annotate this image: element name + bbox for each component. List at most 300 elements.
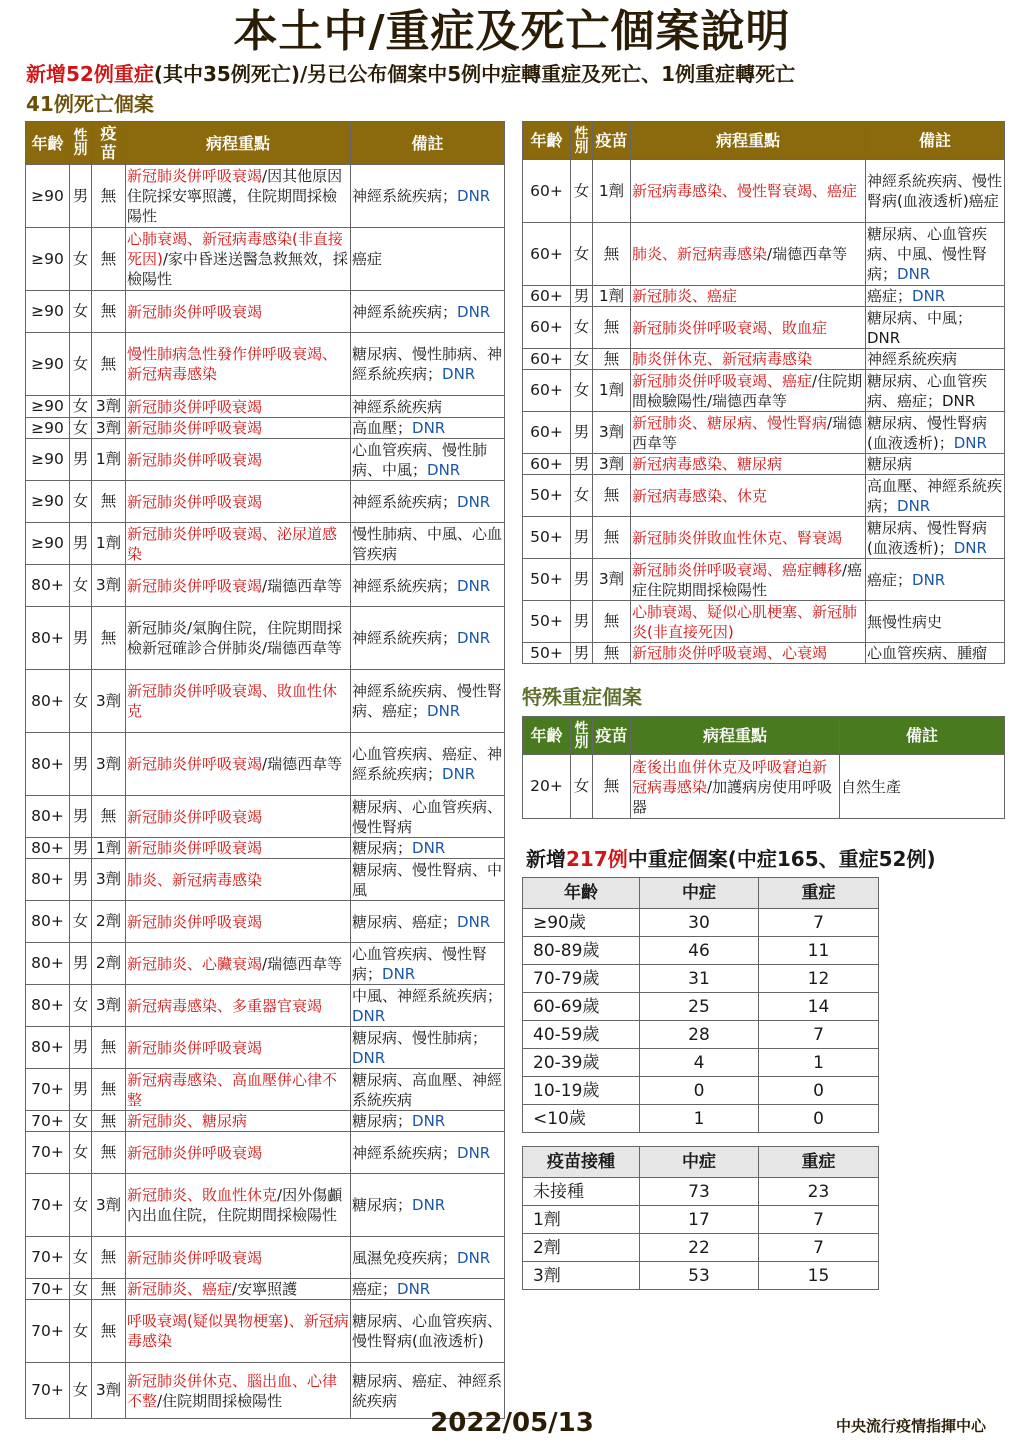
stat-row [523, 1206, 879, 1234]
case-vaccine: 3劑 [593, 412, 631, 454]
case-sex: 女 [70, 1237, 92, 1279]
case-vaccine: 3劑 [92, 396, 126, 418]
case-note [351, 943, 505, 985]
page-subtitle [26, 60, 1016, 88]
note-dnr: DNR [457, 1248, 491, 1267]
case-course [126, 418, 351, 439]
case-course [126, 859, 351, 901]
case-vaccine: 1劑 [593, 370, 631, 412]
case-course [126, 439, 351, 481]
case-row [26, 1132, 505, 1174]
case-sex: 男 [70, 439, 92, 481]
special-case-table [522, 716, 1005, 819]
case-sex: 女 [571, 223, 593, 286]
case-sex: 女 [571, 307, 593, 349]
case-age: 80+ [26, 670, 70, 733]
subtitle-highlight: 新增52例重症 [26, 62, 154, 86]
course-detail: 新冠肺炎/氣胸住院，住院期間採檢新冠確診合併肺炎/瑞德西韋等 [127, 619, 343, 657]
case-sex: 男 [70, 607, 92, 670]
case-age: 50+ [523, 601, 571, 643]
case-course [631, 412, 866, 454]
case-note [351, 607, 505, 670]
course-highlight: 新冠肺炎併呼吸衰竭、泌尿道感染 [127, 524, 338, 563]
case-age: 70+ [26, 1279, 70, 1300]
note-text: 糖尿病、中風；DNR [867, 308, 973, 347]
course-highlight: 新冠肺炎併呼吸衰竭 [127, 1038, 263, 1057]
note-text: 風濕免疫疾病； [352, 1248, 458, 1267]
note-dnr: DNR [897, 265, 931, 283]
case-course [631, 349, 866, 370]
case-age: 80+ [26, 943, 70, 985]
stat-row [523, 909, 879, 937]
case-note [351, 418, 505, 439]
case-row [26, 943, 505, 985]
course-highlight: 新冠肺炎併休克、腦出血、心律不整 [127, 1371, 338, 1410]
note-dnr: DNR [352, 1006, 386, 1025]
stat-row [523, 937, 879, 965]
case-course [631, 559, 866, 601]
note-text: 癌症； [352, 1280, 398, 1298]
case-course [126, 1132, 351, 1174]
case-vaccine: 無 [92, 1027, 126, 1069]
subtitle-rest: (其中35例死亡)/另已公布個案中5例中症轉重症及死亡、1例重症轉死亡 [153, 62, 796, 86]
note-dnr: DNR [397, 1280, 431, 1298]
course-highlight: 新冠肺炎併呼吸衰竭 [127, 912, 263, 931]
note-dnr: DNR [427, 702, 461, 720]
course-detail: /瑞德西韋等 [262, 755, 343, 773]
note-dnr: DNR [457, 492, 491, 511]
case-row [26, 1279, 505, 1300]
case-row [26, 796, 505, 838]
header-age: 年齡 [523, 717, 571, 755]
note-text: 神經系統疾病 [352, 397, 443, 416]
course-highlight: 新冠病毒感染、多重器官衰竭 [127, 996, 323, 1015]
note-dnr: DNR [457, 912, 491, 931]
case-vaccine: 無 [92, 228, 126, 291]
case-sex: 男 [70, 1027, 92, 1069]
case-row [26, 481, 505, 523]
case-vaccine: 2劑 [92, 901, 126, 943]
note-text: 糖尿病、高血壓、神經系統疾病 [352, 1070, 503, 1109]
case-age: 60+ [523, 370, 571, 412]
case-vaccine: 3劑 [593, 559, 631, 601]
note-dnr: DNR [953, 433, 987, 452]
case-vaccine: 無 [92, 1069, 126, 1111]
header-note: 備註 [840, 717, 1005, 755]
note-text: 糖尿病、慢性肺病； [352, 1028, 488, 1047]
case-sex: 女 [70, 985, 92, 1027]
case-sex: 女 [70, 333, 92, 396]
case-vaccine: 無 [593, 223, 631, 286]
stat-severe: 7 [759, 909, 879, 937]
case-vaccine: 2劑 [92, 943, 126, 985]
case-age: 80+ [26, 796, 70, 838]
course-highlight: 新冠肺炎併呼吸衰竭、癌症轉移 [632, 560, 843, 579]
case-note [866, 475, 1005, 517]
note-text: 糖尿病、心血管疾病、癌症；DNR [867, 371, 988, 410]
course-highlight: 產後出血併休克及呼吸窘迫新冠病毒感染 [632, 757, 828, 796]
special-case-row [523, 755, 1005, 819]
note-text: 糖尿病、心血管疾病、慢性腎病(血液透析) [352, 1312, 503, 1350]
case-vaccine: 3劑 [92, 985, 126, 1027]
course-highlight: 肺炎、新冠病毒感染 [127, 870, 263, 889]
case-age: 60+ [523, 307, 571, 349]
stat-severe: 14 [759, 993, 879, 1021]
case-course [126, 607, 351, 670]
case-note [351, 333, 505, 396]
case-age: 70+ [26, 1111, 70, 1132]
course-detail: /因其他原因住院採安寧照護，住院期間採檢陽性 [127, 167, 343, 225]
stat-label: ≥90歲 [523, 909, 640, 937]
case-age: 60+ [523, 286, 571, 307]
case-note [351, 985, 505, 1027]
case-note [351, 481, 505, 523]
course-highlight: 心肺衰竭、疑似心肌梗塞、新冠肺炎(非直接死因) [632, 602, 858, 641]
stat-label: 2劑 [523, 1234, 640, 1262]
course-detail: /加護病房使用呼吸器 [632, 777, 833, 816]
stat-moderate: 53 [640, 1262, 759, 1290]
stats-caption-rest: 中重症個案(中症165、重症52例) [627, 847, 936, 871]
case-vaccine: 無 [92, 333, 126, 396]
case-course [126, 838, 351, 859]
case-sex: 女 [70, 396, 92, 418]
stat-label: 1劑 [523, 1206, 640, 1234]
stat-moderate: 17 [640, 1206, 759, 1234]
note-dnr: DNR [912, 570, 946, 589]
note-dnr: DNR [412, 419, 446, 437]
case-row [26, 1027, 505, 1069]
course-highlight: 新冠肺炎、糖尿病 [127, 1112, 248, 1130]
note-dnr: DNR [412, 839, 446, 857]
stat-label: <10歲 [523, 1105, 640, 1133]
case-note [866, 601, 1005, 643]
case-course [126, 1111, 351, 1132]
case-vaccine: 無 [92, 1111, 126, 1132]
case-vaccine: 無 [92, 607, 126, 670]
case-row [523, 454, 1005, 475]
note-dnr: DNR [953, 538, 987, 557]
case-vaccine: 無 [92, 796, 126, 838]
case-row [523, 517, 1005, 559]
case-age: 60+ [523, 223, 571, 286]
case-note [840, 755, 1005, 819]
case-note [351, 733, 505, 796]
case-row [26, 418, 505, 439]
case-vaccine: 3劑 [92, 859, 126, 901]
stat-label: 40-59歲 [523, 1021, 640, 1049]
stat-row [523, 1178, 879, 1206]
case-note [351, 838, 505, 859]
case-vaccine: 無 [593, 517, 631, 559]
stat-label: 未接種 [523, 1178, 640, 1206]
case-age: 50+ [523, 475, 571, 517]
note-text: 糖尿病、心血管疾病、中風、慢性腎病； [867, 225, 988, 283]
case-course [126, 481, 351, 523]
note-text: 糖尿病、慢性腎病(血液透析)； [867, 413, 988, 452]
case-vaccine: 1劑 [593, 160, 631, 223]
case-note [351, 1069, 505, 1111]
course-highlight: 新冠肺炎、癌症 [632, 287, 738, 305]
course-highlight: 肺炎併休克、新冠病毒感染 [632, 350, 813, 368]
note-text: 癌症； [867, 287, 913, 305]
case-vaccine: 1劑 [593, 286, 631, 307]
case-vaccine: 無 [92, 1279, 126, 1300]
case-age: 80+ [26, 607, 70, 670]
stat-moderate: 0 [640, 1077, 759, 1105]
course-detail: /因外傷顱內出血住院，住院期間採檢陽性 [127, 1186, 343, 1224]
course-detail: /瑞德西韋等 [632, 413, 863, 452]
case-row [26, 396, 505, 418]
case-row [26, 523, 505, 565]
case-vaccine: 無 [593, 601, 631, 643]
header-vaccine: 疫苗 [593, 122, 631, 160]
case-note [351, 859, 505, 901]
case-course [631, 475, 866, 517]
case-course [631, 223, 866, 286]
note-text: 癌症； [867, 570, 913, 589]
case-row [26, 670, 505, 733]
note-text: 神經系統疾病； [352, 302, 458, 321]
case-vaccine: 無 [92, 1132, 126, 1174]
deaths-caption: 41例死亡個案 [26, 92, 154, 116]
case-row [26, 838, 505, 859]
course-highlight: 新冠肺炎併呼吸衰竭 [127, 1248, 263, 1267]
case-course [126, 333, 351, 396]
note-text: 慢性肺病、中風、心血管疾病 [352, 524, 503, 563]
vaccine-stats-table [522, 1146, 879, 1290]
course-highlight: 慢性肺病急性發作併呼吸衰竭、新冠病毒感染 [127, 345, 338, 383]
age-header-moderate: 中症 [640, 878, 759, 909]
course-highlight: 新冠病毒感染、高血壓併心律不整 [127, 1070, 338, 1109]
case-sex: 女 [70, 291, 92, 333]
course-highlight: 新冠肺炎併呼吸衰竭 [127, 1143, 263, 1162]
note-dnr: DNR [412, 1196, 446, 1214]
case-row [26, 607, 505, 670]
stat-moderate: 31 [640, 965, 759, 993]
case-row [26, 1237, 505, 1279]
note-text: 糖尿病、心血管疾病、慢性腎病 [352, 797, 503, 836]
case-sex: 女 [571, 475, 593, 517]
case-note [866, 307, 1005, 349]
case-note [351, 1237, 505, 1279]
case-row [523, 160, 1005, 223]
note-text: 高血壓； [352, 419, 413, 437]
header-vaccine: 疫苗 [92, 122, 126, 165]
case-note [351, 670, 505, 733]
course-highlight: 新冠肺炎併呼吸衰竭 [127, 839, 263, 857]
note-text: 心血管疾病、癌症、神經系統疾病； [352, 745, 503, 783]
case-sex: 男 [70, 838, 92, 859]
note-text: 糖尿病； [352, 1112, 413, 1130]
case-course [126, 228, 351, 291]
note-dnr: DNR [442, 765, 476, 783]
stat-row [523, 993, 879, 1021]
note-text: 神經系統疾病； [352, 492, 458, 511]
course-highlight: 新冠肺炎、敗血性休克 [127, 1186, 278, 1204]
case-note [866, 286, 1005, 307]
case-row [26, 985, 505, 1027]
note-text: 糖尿病、慢性肺病、神經系統疾病； [352, 345, 503, 383]
note-dnr: DNR [382, 964, 416, 983]
case-note [866, 454, 1005, 475]
header-course: 病程重點 [631, 717, 840, 755]
header-course: 病程重點 [631, 122, 866, 160]
case-note [351, 1174, 505, 1237]
case-note [866, 160, 1005, 223]
case-vaccine: 3劑 [92, 733, 126, 796]
case-sex: 女 [70, 565, 92, 607]
course-highlight: 新冠肺炎併呼吸衰竭 [127, 302, 263, 321]
case-age: 80+ [26, 565, 70, 607]
case-note [351, 439, 505, 481]
case-course [126, 1300, 351, 1363]
case-sex: 女 [70, 481, 92, 523]
vaccine-stats-rows [523, 1178, 879, 1290]
case-row [26, 565, 505, 607]
stats-caption [526, 845, 936, 873]
case-age: ≥90 [26, 439, 70, 481]
case-age: ≥90 [26, 165, 70, 228]
case-row [26, 333, 505, 396]
case-vaccine: 無 [593, 349, 631, 370]
header-course: 病程重點 [126, 122, 351, 165]
note-text: 自然生產 [841, 777, 902, 796]
stat-severe: 11 [759, 937, 879, 965]
stat-label: 70-79歲 [523, 965, 640, 993]
stat-row [523, 965, 879, 993]
note-text: 神經系統疾病、慢性腎病、癌症； [352, 682, 503, 720]
case-note [866, 223, 1005, 286]
case-row [26, 1300, 505, 1363]
course-highlight: 新冠肺炎併敗血性休克、腎衰竭 [632, 528, 843, 547]
case-age: 50+ [523, 517, 571, 559]
course-highlight: 新冠肺炎併呼吸衰竭 [127, 419, 263, 437]
case-age: 50+ [523, 643, 571, 664]
case-sex: 女 [70, 1300, 92, 1363]
left-case-rows [26, 165, 505, 1419]
stat-severe: 23 [759, 1178, 879, 1206]
case-vaccine: 無 [92, 481, 126, 523]
course-detail: /安寧照護 [232, 1280, 298, 1298]
case-course [126, 670, 351, 733]
case-course [631, 755, 840, 819]
case-vaccine: 1劑 [92, 523, 126, 565]
case-vaccine: 3劑 [92, 1174, 126, 1237]
stat-row [523, 1262, 879, 1290]
case-note [351, 165, 505, 228]
case-sex: 女 [70, 1363, 92, 1419]
right-case-table [522, 121, 1005, 664]
stat-moderate: 22 [640, 1234, 759, 1262]
case-sex: 女 [571, 755, 593, 819]
case-sex: 女 [70, 1174, 92, 1237]
case-note [866, 643, 1005, 664]
case-vaccine: 無 [92, 165, 126, 228]
vac-header-moderate: 中症 [640, 1147, 759, 1178]
case-vaccine: 3劑 [92, 1363, 126, 1419]
stat-label: 80-89歲 [523, 937, 640, 965]
case-course [126, 396, 351, 418]
stat-severe: 1 [759, 1049, 879, 1077]
case-course [126, 733, 351, 796]
case-course [631, 160, 866, 223]
header-vaccine: 疫苗 [593, 717, 631, 755]
header-sex: 性別 [70, 122, 92, 165]
case-note [351, 565, 505, 607]
vac-header-severe: 重症 [759, 1147, 879, 1178]
case-course [631, 370, 866, 412]
stat-moderate: 25 [640, 993, 759, 1021]
case-note [351, 228, 505, 291]
course-highlight: 新冠肺炎併呼吸衰竭 [127, 755, 263, 773]
case-note [351, 1300, 505, 1363]
note-text: 心血管疾病、慢性腎病； [352, 944, 488, 983]
note-text: 無慢性病史 [867, 612, 943, 631]
case-vaccine: 無 [92, 1237, 126, 1279]
case-age: 50+ [523, 559, 571, 601]
note-text: 糖尿病、慢性腎病、中風 [352, 860, 503, 899]
case-age: 70+ [26, 1300, 70, 1363]
stat-severe: 15 [759, 1262, 879, 1290]
course-highlight: 新冠肺炎併呼吸衰竭 [127, 397, 263, 416]
case-row [523, 307, 1005, 349]
case-age: 60+ [523, 160, 571, 223]
case-sex: 女 [70, 1132, 92, 1174]
note-dnr: DNR [457, 1143, 491, 1162]
stat-severe: 7 [759, 1234, 879, 1262]
case-sex: 男 [70, 165, 92, 228]
course-detail: /瑞德西韋等 [262, 954, 343, 973]
case-age: ≥90 [26, 291, 70, 333]
case-sex: 女 [571, 370, 593, 412]
case-course [631, 517, 866, 559]
case-note [866, 370, 1005, 412]
stat-label: 10-19歲 [523, 1077, 640, 1105]
note-text: 糖尿病 [867, 455, 913, 473]
note-text: 糖尿病； [352, 839, 413, 857]
case-row [523, 412, 1005, 454]
case-age: 80+ [26, 859, 70, 901]
left-case-table [25, 121, 505, 1419]
stats-caption-count: 217例 [566, 847, 628, 871]
case-row [26, 439, 505, 481]
course-highlight: 新冠肺炎併呼吸衰竭 [127, 167, 263, 185]
case-row [523, 601, 1005, 643]
stat-severe: 0 [759, 1105, 879, 1133]
course-detail: /家中昏迷送醫急救無效，採檢陽性 [127, 250, 348, 288]
case-age: 70+ [26, 1237, 70, 1279]
case-note [351, 396, 505, 418]
case-vaccine: 3劑 [92, 565, 126, 607]
stat-label: 3劑 [523, 1262, 640, 1290]
case-course [126, 1027, 351, 1069]
stat-severe: 7 [759, 1206, 879, 1234]
age-stats-table [522, 877, 879, 1133]
case-age: 70+ [26, 1069, 70, 1111]
case-course [126, 523, 351, 565]
note-dnr: DNR [457, 302, 491, 321]
case-sex: 男 [70, 733, 92, 796]
stat-row [523, 1105, 879, 1133]
case-age: 80+ [26, 1027, 70, 1069]
case-vaccine: 1劑 [92, 439, 126, 481]
course-highlight: 心肺衰竭、新冠病毒感染(非直接死因) [127, 230, 343, 268]
case-age: 80+ [26, 985, 70, 1027]
case-course [126, 1279, 351, 1300]
case-sex: 男 [571, 412, 593, 454]
case-course [631, 286, 866, 307]
note-text: 糖尿病、癌症； [352, 912, 458, 931]
